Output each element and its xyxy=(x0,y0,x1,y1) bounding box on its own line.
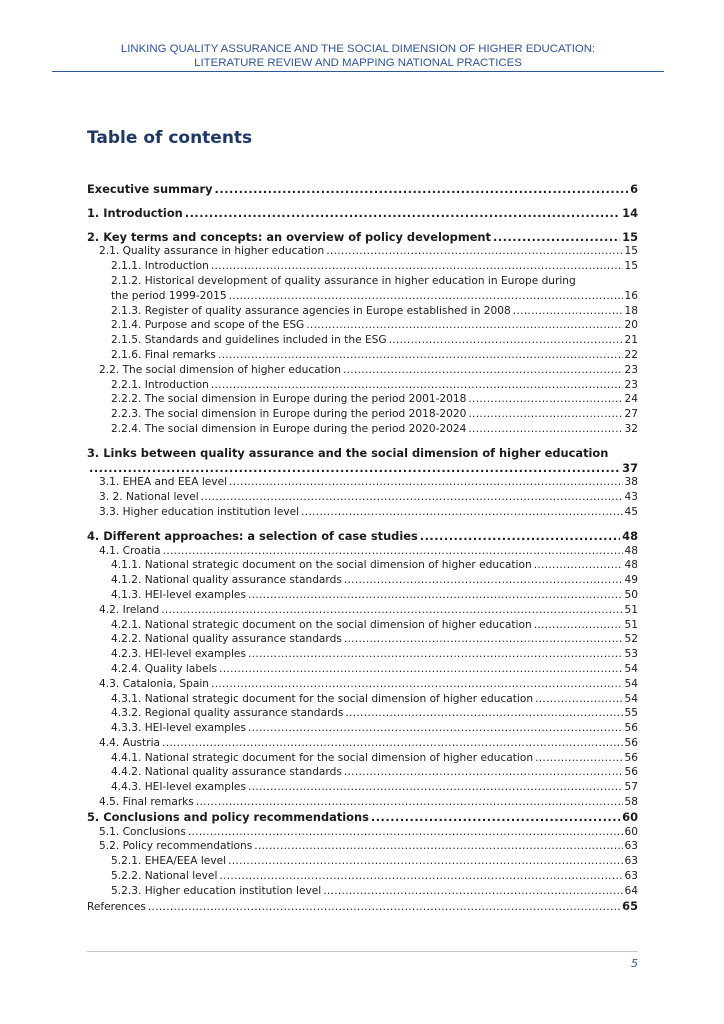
toc-entry-text: 2.1.5. Standards and guidelines included in the ESG xyxy=(111,334,387,347)
toc-entry-5-2[interactable] xyxy=(87,839,638,854)
dot-leader xyxy=(215,182,629,197)
dot-leader xyxy=(326,244,622,259)
toc-entry-5-2-3[interactable] xyxy=(87,884,638,899)
toc-entry-2-1-5[interactable] xyxy=(87,333,638,348)
toc-entry-2-1-4[interactable] xyxy=(87,318,638,333)
toc-entry-page: 18 xyxy=(624,304,638,317)
table-of-contents xyxy=(87,182,638,914)
dot-leader xyxy=(371,810,620,825)
toc-entry-4-4[interactable] xyxy=(87,736,638,751)
dot-leader xyxy=(196,795,623,810)
toc-entry-text: 4.3. Catalonia, Spain xyxy=(99,677,210,690)
toc-entry-page: 15 xyxy=(624,245,638,258)
dot-leader xyxy=(248,647,623,662)
dot-leader xyxy=(163,544,623,559)
toc-entry-page: 22 xyxy=(624,348,638,361)
toc-entry-text: References xyxy=(87,900,146,913)
toc-entry-2-1-3[interactable] xyxy=(87,304,638,319)
toc-entry-page: 56 xyxy=(624,736,638,749)
dot-leader xyxy=(211,259,623,274)
toc-entry-5-2-2[interactable] xyxy=(87,869,638,884)
toc-entry-page: 14 xyxy=(622,205,638,220)
dot-leader xyxy=(201,490,623,505)
toc-entry-text: 2.1.6. Final remarks xyxy=(111,348,216,361)
toc-entry-page: 64 xyxy=(624,884,638,897)
dot-leader xyxy=(468,422,622,437)
toc-entry-2-1-1[interactable] xyxy=(87,259,638,274)
toc-entry-text: 4.1.2. National quality assurance standards xyxy=(111,574,342,587)
toc-entry-page: 60 xyxy=(624,825,638,838)
toc-entry-page: 48 xyxy=(624,544,638,557)
toc-entry-page: 57 xyxy=(624,781,638,794)
toc-entry-2-1-2-line-1[interactable]: 2.1.2. Historical development of quality assurance in higher education in Europe during xyxy=(111,274,576,287)
toc-entry-page: 45 xyxy=(624,505,638,518)
toc-entry-text: 4.1. Croatia xyxy=(99,544,161,557)
toc-entry-4-2-4[interactable] xyxy=(87,662,638,677)
toc-entry-page: 15 xyxy=(622,229,638,244)
toc-entry-text: 5.2. Policy recommendations xyxy=(99,840,253,853)
dot-leader xyxy=(513,304,623,319)
toc-entry-text: 4.2.3. HEI-level examples xyxy=(111,648,246,661)
toc-entry-2-2[interactable] xyxy=(87,363,638,378)
toc-entry-text: 4.2. Ireland xyxy=(99,603,160,616)
toc-entry-executive-summary[interactable] xyxy=(87,182,638,197)
toc-entry-text: 4.2.4. Quality labels xyxy=(111,662,218,675)
toc-entry-text: 4. Different approaches: a selection of case studies xyxy=(87,528,418,543)
toc-entry-4-1-3[interactable] xyxy=(87,588,638,603)
toc-entry-text: 4.4.3. HEI-level examples xyxy=(111,781,246,794)
toc-entry-text: 4.4.2. National quality assurance standards xyxy=(111,766,342,779)
dot-leader xyxy=(254,839,622,854)
dot-leader xyxy=(161,603,622,618)
toc-entry-page: 32 xyxy=(624,422,638,435)
toc-entry-links-line-1[interactable]: 3. Links between quality assurance and the social dimension of higher education xyxy=(87,445,609,460)
toc-entry-text: 4.1.3. HEI-level examples xyxy=(111,588,246,601)
dot-leader xyxy=(534,618,623,633)
dot-leader xyxy=(211,677,622,692)
toc-entry-page: 43 xyxy=(624,491,638,504)
toc-entry-page: 6 xyxy=(630,182,638,196)
dot-leader xyxy=(343,363,623,378)
toc-entry-text: 3.1. EHEA and EEA level xyxy=(99,476,228,489)
dot-leader xyxy=(301,505,622,520)
toc-entry-text: 4.3.3. HEI-level examples xyxy=(111,722,246,735)
toc-entry-2-2-3[interactable] xyxy=(87,407,638,422)
toc-entry-text: 2.1.4. Purpose and scope of the ESG xyxy=(111,319,305,332)
toc-entry-text: 4.2.2. National quality assurance standards xyxy=(111,633,342,646)
toc-entry-text: 4.5. Final remarks xyxy=(99,796,194,809)
dot-leader xyxy=(534,558,623,573)
toc-entry-page: 54 xyxy=(624,677,638,690)
toc-entry-page: 53 xyxy=(624,648,638,661)
dot-leader xyxy=(420,529,620,544)
toc-entry-text: 2.2.3. The social dimension in Europe during the period 2018-2020 xyxy=(111,408,467,421)
toc-entry-4-1-1[interactable] xyxy=(87,558,638,573)
header-divider xyxy=(52,71,664,72)
toc-entry-2-1[interactable] xyxy=(87,244,638,259)
toc-entry-text: 5. Conclusions and policy recommendations xyxy=(87,809,369,824)
toc-entry-4-2-1[interactable] xyxy=(87,618,638,633)
toc-entry-page: 27 xyxy=(624,408,638,421)
dot-leader xyxy=(188,825,623,840)
toc-entry-page: 54 xyxy=(624,662,638,675)
toc-entry-3-3[interactable] xyxy=(87,505,638,520)
toc-entry-page: 58 xyxy=(624,796,638,809)
toc-entry-page: 50 xyxy=(624,588,638,601)
toc-entry-5-1[interactable] xyxy=(87,825,638,840)
page-title: Table of contents xyxy=(87,128,253,148)
toc-entry-3-2[interactable] xyxy=(87,490,638,505)
dot-leader xyxy=(228,854,622,869)
toc-entry-text: 2.2.1. Introduction xyxy=(111,378,209,391)
toc-entry-links[interactable] xyxy=(87,461,638,476)
toc-entry-page: 16 xyxy=(624,289,638,302)
dot-leader xyxy=(162,736,623,751)
dot-leader xyxy=(219,869,622,884)
toc-entry-text: 2.1. Quality assurance in higher education xyxy=(99,245,325,258)
toc-entry-4-4-3[interactable] xyxy=(87,780,638,795)
toc-entry-page: 49 xyxy=(624,574,638,587)
toc-entry-4-1[interactable] xyxy=(87,544,638,559)
toc-entry-page: 48 xyxy=(622,528,638,543)
dot-leader xyxy=(248,780,623,795)
dot-leader xyxy=(211,378,623,393)
running-header xyxy=(52,42,664,70)
page-number: 5 xyxy=(631,957,638,970)
toc-entry-conclusions[interactable] xyxy=(87,810,638,825)
toc-entry-page: 23 xyxy=(624,363,638,376)
toc-entry-page: 15 xyxy=(624,260,638,273)
toc-entry-page: 24 xyxy=(624,393,638,406)
toc-entry-text: Executive summary xyxy=(87,182,213,196)
toc-entry-4-5[interactable] xyxy=(87,795,638,810)
toc-entry-text: 2. Key terms and concepts: an overview of policy development xyxy=(87,229,491,244)
toc-entry-page: 38 xyxy=(624,476,638,489)
toc-entry-text: 4.4. Austria xyxy=(99,736,161,749)
dot-leader xyxy=(229,289,623,304)
toc-entry-page: 48 xyxy=(624,559,638,572)
toc-entry-4-2-2[interactable] xyxy=(87,632,638,647)
toc-entry-page: 55 xyxy=(624,707,638,720)
toc-entry-text: 2.2.4. The social dimension in Europe during the period 2020-2024 xyxy=(111,422,467,435)
dot-leader xyxy=(248,721,623,736)
toc-entry-text: the period 1999-2015 xyxy=(111,289,227,302)
dot-leader xyxy=(229,475,622,490)
toc-entry-page: 37 xyxy=(622,460,638,475)
toc-entry-page: 23 xyxy=(624,378,638,391)
toc-entry-text: 2.1.1. Introduction xyxy=(111,260,209,273)
toc-entry-2-1-6[interactable] xyxy=(87,348,638,363)
dot-leader xyxy=(535,692,622,707)
dot-leader xyxy=(468,407,622,422)
toc-entry-2-2-1[interactable] xyxy=(87,378,638,393)
toc-entry-page: 52 xyxy=(624,633,638,646)
dot-leader xyxy=(89,461,620,476)
toc-entry-text: 4.4.1. National strategic document for the social dimension of higher education xyxy=(111,751,534,764)
dot-leader xyxy=(344,765,623,780)
dot-leader xyxy=(493,230,620,245)
toc-entry-page: 54 xyxy=(624,692,638,705)
toc-entry-text: 4.3.2. Regional quality assurance standards xyxy=(111,707,344,720)
dot-leader xyxy=(345,706,622,721)
toc-entry-page: 56 xyxy=(624,751,638,764)
toc-entry-page: 51 xyxy=(624,603,638,616)
toc-entry-4-4-1[interactable] xyxy=(87,751,638,766)
dot-leader xyxy=(306,318,622,333)
dot-leader xyxy=(535,751,622,766)
toc-entry-text: 5.2.3. Higher education institution level xyxy=(111,884,322,897)
toc-entry-page: 65 xyxy=(622,898,638,913)
dot-leader xyxy=(323,884,622,899)
toc-entry-text: 2.2. The social dimension of higher education xyxy=(99,363,341,376)
dot-leader xyxy=(344,573,623,588)
toc-entry-text: 4.2.1. National strategic document on the social dimension of higher education xyxy=(111,618,532,631)
toc-entry-page: 63 xyxy=(624,870,638,883)
toc-entry-key-terms[interactable] xyxy=(87,230,638,245)
toc-entry-text: 5.1. Conclusions xyxy=(99,825,186,838)
toc-entry-4-3-1[interactable] xyxy=(87,692,638,707)
footer-divider xyxy=(87,951,638,952)
header-line-1: LINKING QUALITY ASSURANCE AND THE SOCIAL DIMENSION OF HIGHER EDUCATION: xyxy=(120,43,596,55)
toc-entry-4-4-2[interactable] xyxy=(87,765,638,780)
toc-entry-2-2-4[interactable] xyxy=(87,422,638,437)
toc-entry-page: 56 xyxy=(624,766,638,779)
toc-entry-text: 1. Introduction xyxy=(87,205,183,220)
toc-entry-text: 2.2.2. The social dimension in Europe during the period 2001-2018 xyxy=(111,393,467,406)
dot-leader xyxy=(468,392,622,407)
toc-entry-4-2-3[interactable] xyxy=(87,647,638,662)
toc-entry-page: 20 xyxy=(624,319,638,332)
toc-entry-page: 56 xyxy=(624,722,638,735)
dot-leader xyxy=(218,348,623,363)
toc-entry-text: 3. 2. National level xyxy=(99,491,199,504)
dot-leader xyxy=(185,206,620,221)
toc-entry-page: 63 xyxy=(624,855,638,868)
toc-entry-text: 5.2.2. National level xyxy=(111,870,218,883)
toc-entry-references[interactable] xyxy=(87,899,638,915)
toc-entry-text: 2.1.3. Register of quality assurance agencies in Europe established in 2008 xyxy=(111,304,511,317)
toc-entry-2-2-2[interactable] xyxy=(87,392,638,407)
toc-entry-4-1-2[interactable] xyxy=(87,573,638,588)
toc-entry-4-3-3[interactable] xyxy=(87,721,638,736)
dot-leader xyxy=(389,333,623,348)
dot-leader xyxy=(344,632,623,647)
dot-leader xyxy=(248,588,623,603)
toc-entry-text: 4.3.1. National strategic document for the social dimension of higher education xyxy=(111,692,534,705)
toc-entry-4-3-2[interactable] xyxy=(87,706,638,721)
toc-entry-3-1[interactable] xyxy=(87,475,638,490)
toc-entry-4-3[interactable] xyxy=(87,677,638,692)
toc-entry-page: 60 xyxy=(622,809,638,824)
toc-entry-case-studies[interactable] xyxy=(87,529,638,544)
dot-leader xyxy=(219,662,622,677)
dot-leader xyxy=(148,900,620,915)
toc-entry-text: 4.1.1. National strategic document on the social dimension of higher education xyxy=(111,559,532,572)
toc-entry-introduction[interactable] xyxy=(87,206,638,221)
toc-entry-text: 3.3. Higher education institution level xyxy=(99,505,300,518)
toc-entry-4-2[interactable] xyxy=(87,603,638,618)
toc-entry-page: 51 xyxy=(624,618,638,631)
toc-entry-page: 63 xyxy=(624,840,638,853)
header-line-2: LITERATURE REVIEW AND MAPPING NATIONAL PRACTICES xyxy=(194,57,522,69)
toc-entry-5-2-1[interactable] xyxy=(87,854,638,869)
toc-entry-text: 5.2.1. EHEA/EEA level xyxy=(111,855,227,868)
toc-entry-page: 21 xyxy=(624,334,638,347)
toc-entry-2-1-2[interactable] xyxy=(87,289,638,304)
